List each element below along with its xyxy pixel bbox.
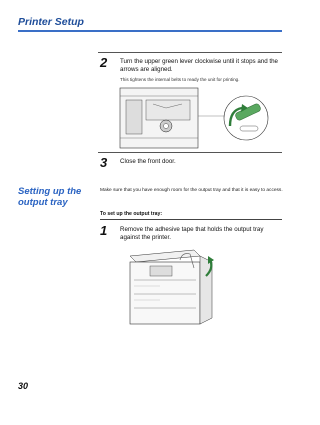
subhead-rule	[100, 219, 282, 220]
printer-interior-illustration	[118, 86, 273, 151]
step-2-note: This tightens the internal belts to ready the unit for printing.	[120, 77, 240, 82]
step-2-rule	[98, 52, 282, 53]
step-2-text: Turn the upper green lever clockwise until it stops and the arrows are aligned.	[120, 58, 278, 74]
header-rule	[18, 30, 282, 32]
step-3-text: Close the front door.	[120, 158, 176, 165]
step-1-text: Remove the adhesive tape that holds the output tray against the printer.	[120, 226, 264, 242]
page-number: 30	[18, 381, 29, 391]
procedure-subhead: To set up the output tray:	[100, 211, 163, 217]
printer-output-tray-illustration	[120, 246, 230, 328]
section-intro: Make sure that you have enough room for the output tray and that it is easy to access.	[100, 188, 283, 193]
step-1-number: 1	[100, 223, 108, 238]
section-title: Setting up the output tray	[18, 186, 82, 208]
step-3-number: 3	[100, 155, 108, 170]
step-2-number: 2	[100, 55, 108, 70]
step-3-rule	[98, 152, 282, 153]
page-header-title: Printer Setup	[18, 16, 84, 28]
